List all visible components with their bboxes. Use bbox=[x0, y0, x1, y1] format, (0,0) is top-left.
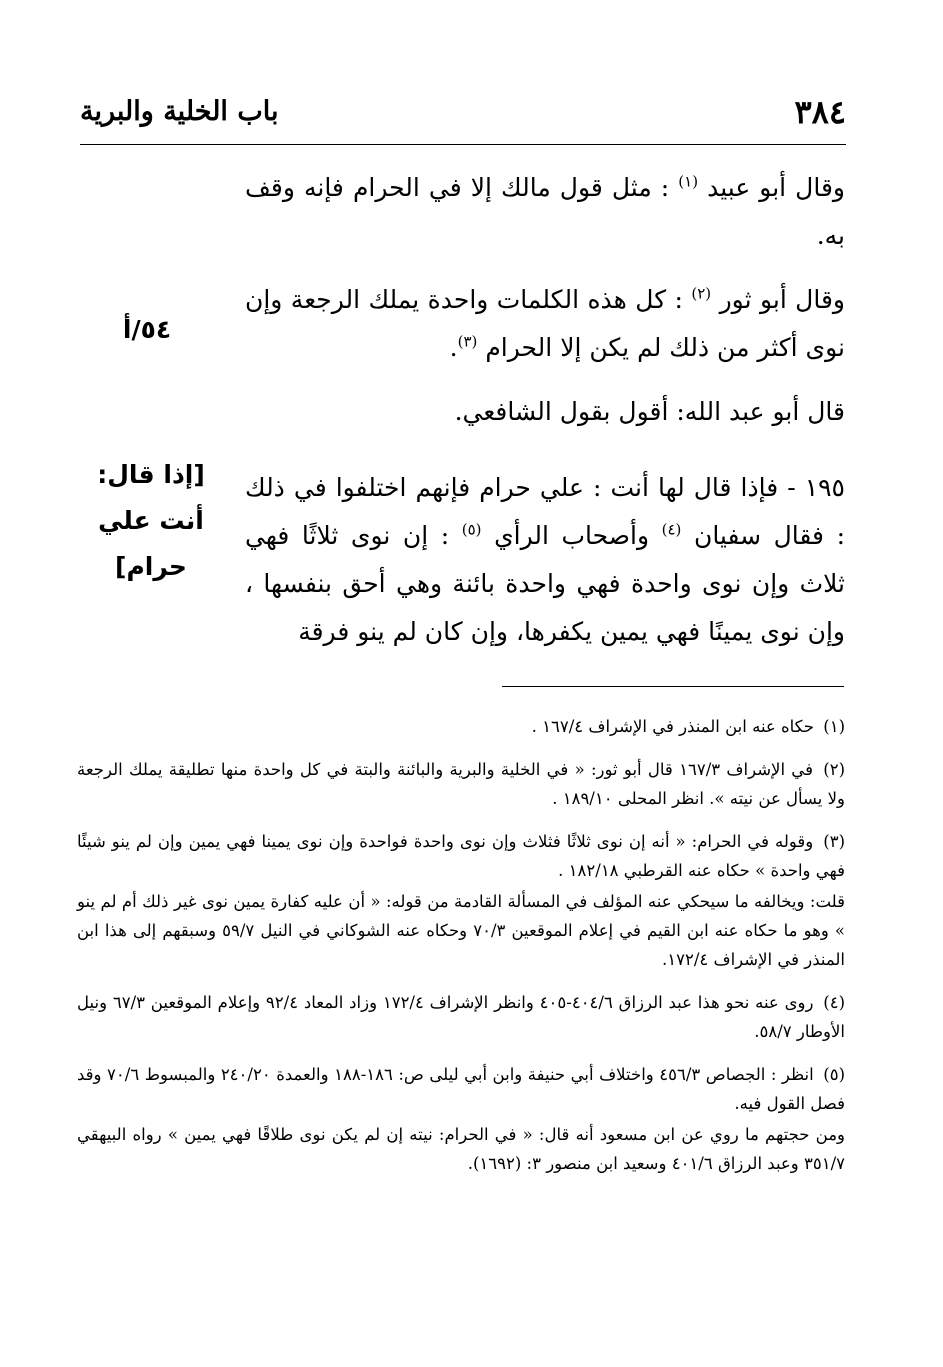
footnote-divider bbox=[502, 686, 844, 687]
footnote-text: روى عنه نحو هذا عبد الرزاق ٤٠٤/٦-٤٠٥ وانظر الإشراف ١٧٢/٤ وزاد المعاد ٩٢/٤ وإعلام الموقعين ٦٧/٣ ونيل الأوطار ٥٨/٧. bbox=[77, 993, 845, 1041]
footnote-ref-3[interactable]: (٣) bbox=[457, 332, 478, 351]
footnote-ref-2[interactable]: (٢) bbox=[691, 284, 712, 303]
page-number: ٣٨٤ bbox=[794, 93, 846, 131]
footnote-3 bbox=[77, 827, 845, 974]
paragraph-text: . bbox=[449, 333, 458, 362]
paragraph-issue-195 bbox=[245, 464, 845, 656]
footnote-continuation: قلت: ويخالفه ما سيحكي عنه المؤلف في المسألة القادمة من قوله: « أن عليه كفارة يمين نوى غير ذلك أم لم ينو » وهو ما حكاه عنه ابن القيم في إعلام الموقعين ٧٠/٣ وحكاه عنه الشوكاني في النيل ٥٩/٧ وسبقهم إلى هذا ابن المنذر في الإشراف ١٧٢/٤. bbox=[77, 892, 845, 969]
footnote-number: (٥) bbox=[823, 1065, 845, 1084]
footnote-text: حكاه عنه ابن المنذر في الإشراف ١٦٧/٤ . bbox=[531, 717, 814, 736]
topic-note-line: [إذا قال: bbox=[97, 460, 205, 489]
paragraph-abu-ubaid bbox=[245, 164, 845, 260]
topic-note-line: أنت علي bbox=[98, 506, 204, 535]
paragraph-text: ١٩٥ - فإذا قال لها أنت : علي حرام فإنهم اختلفوا في ذلك : فقال سفيان bbox=[245, 473, 845, 550]
footnote-ref-5[interactable]: (٥) bbox=[461, 520, 482, 539]
footnote-number: (٢) bbox=[823, 760, 845, 779]
footnote-text: في الإشراف ١٦٧/٣ قال أبو ثور: « في الخلية والبرية والبائنة والبتة في كل واحدة منها تطليقة يملك الرجعة ولا يسأل عن نيته ». انظر المحلى ١٨٩/١٠ . bbox=[77, 760, 845, 808]
topic-margin-note bbox=[96, 452, 206, 590]
running-title: باب الخلية والبرية bbox=[80, 96, 279, 127]
footnote-text: وقوله في الحرام: « أنه إن نوى ثلاثًا فثلاث وإن نوى واحدة فواحدة وإن نوى يمينا فهي يمين وإن لم ينو شيئًا فهي واحدة » حكاه عنه القرطبي ١٨٢/١٨ . bbox=[77, 832, 845, 880]
footnote-1 bbox=[77, 712, 845, 741]
main-text bbox=[245, 162, 845, 672]
footnote-5 bbox=[77, 1060, 845, 1178]
paragraph-author-opinion: قال أبو عبد الله: أقول بقول الشافعي. bbox=[454, 397, 845, 426]
footnote-text: انظر : الجصاص ٤٥٦/٣ واختلاف أبي حنيفة وابن أبي ليلى ص: ١٨٦-١٨٨ والعمدة ٢٤٠/٢٠ والمبسوط ٧٠/٦ وقد فصل القول فيه. bbox=[77, 1065, 845, 1113]
footnote-number: (٣) bbox=[823, 832, 845, 851]
footnote-ref-1[interactable]: (١) bbox=[678, 172, 699, 191]
paragraph-text: وأصحاب الرأي bbox=[494, 521, 650, 550]
paragraph-text: وقال أبو ثور bbox=[719, 285, 845, 314]
paragraph-text: : كل هذه الكلمات واحدة يملك الرجعة وإن نوى أكثر من ذلك لم يكن إلا الحرام bbox=[245, 285, 845, 362]
topic-note-line: حرام] bbox=[115, 552, 187, 581]
manuscript-folio-note: ٥٤/أ bbox=[122, 315, 172, 344]
footnote-number: (٤) bbox=[823, 993, 845, 1012]
paragraph-text: : مثل قول مالك إلا في الحرام فإنه وقف به. bbox=[245, 173, 845, 250]
footnotes bbox=[77, 712, 845, 1192]
footnote-number: (١) bbox=[823, 717, 845, 736]
paragraph-text: : إن نوى ثلاثًا فهي ثلاث وإن نوى واحدة فهي واحدة بائنة وهي أحق بنفسها ، وإن نوى يمينًا فهي يمين يكفرها، وإن كان لم ينو فرقة bbox=[245, 521, 845, 646]
header-divider bbox=[80, 144, 846, 145]
footnote-4 bbox=[77, 988, 845, 1046]
footnote-2 bbox=[77, 755, 845, 813]
paragraph-text: وقال أبو عبيد bbox=[707, 173, 845, 202]
page-header bbox=[80, 88, 846, 140]
footnote-ref-4[interactable]: (٤) bbox=[661, 520, 682, 539]
footnote-continuation: ومن حجتهم ما روي عن ابن مسعود أنه قال: « في الحرام: نيته إن لم يكن نوى طلاقًا فهي يمين » رواه البيهقي ٣٥١/٧ وعبد الرزاق ٤٠١/٦ وسعيد ابن منصور ٣: (١٦٩٢). bbox=[77, 1125, 845, 1173]
paragraph-abu-thawr bbox=[245, 276, 845, 372]
